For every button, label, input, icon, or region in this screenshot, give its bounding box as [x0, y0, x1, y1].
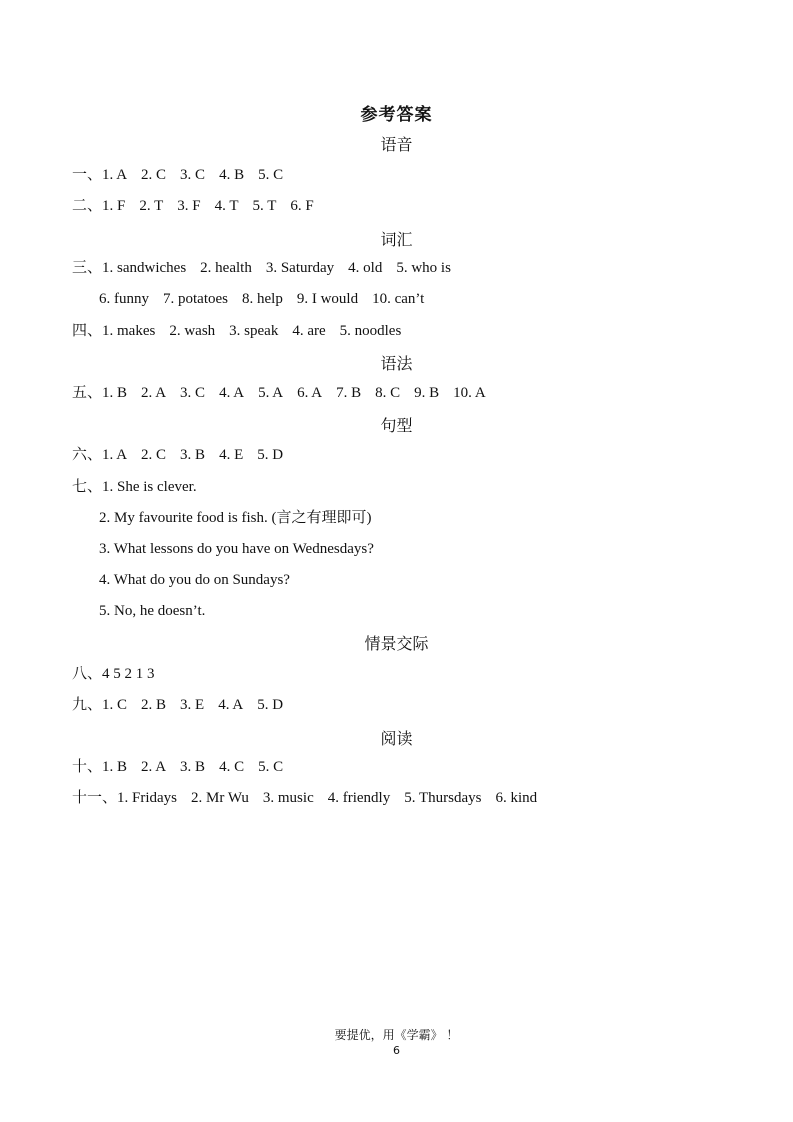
- answer-item: 9. B: [414, 385, 440, 401]
- answer-line-q3-cont: [99, 289, 438, 309]
- answer-line-q9: [72, 695, 297, 715]
- section-heading-phonics: 语音: [380, 137, 413, 154]
- answer-line-q5: [72, 383, 500, 403]
- answer-item: 1. A: [102, 167, 128, 183]
- answer-item: 2. T: [139, 198, 164, 214]
- answer-line-q10: [72, 757, 297, 777]
- answer-item: 8. help: [242, 291, 283, 307]
- answer-item: 3. E: [180, 697, 205, 713]
- answer-line-q7-2: 2. My favourite food is fish. (言之有理即可): [99, 510, 372, 526]
- section-heading-sentence-patterns: 句型: [380, 418, 413, 435]
- answer-item: 4. E: [219, 447, 244, 463]
- answer-item: 3. C: [180, 385, 206, 401]
- answer-item: 2. health: [200, 260, 252, 276]
- answer-line-q1: [72, 165, 297, 185]
- answer-item: 4. C: [219, 759, 245, 775]
- answer-item: 5. C: [258, 759, 284, 775]
- answer-item: 6. A: [297, 385, 323, 401]
- answer-item: 2. Mr Wu: [191, 790, 249, 806]
- answer-item: 2. A: [141, 759, 167, 775]
- answer-item: 5. noodles: [339, 323, 402, 339]
- answer-item: 8. C: [375, 385, 401, 401]
- answer-item: 4 5 2 1 3: [102, 666, 155, 682]
- page-title: 参考答案: [360, 105, 433, 124]
- section-heading-communication: 情景交际: [364, 636, 429, 653]
- answer-item: 1. She is clever.: [102, 479, 197, 495]
- answer-item: 2. wash: [169, 323, 216, 339]
- answer-item: 3. B: [180, 759, 206, 775]
- answer-line-q7: [72, 477, 197, 497]
- section-heading-reading: 阅读: [380, 731, 413, 748]
- answer-item: 5. D: [257, 697, 284, 713]
- answer-item: 4. A: [218, 697, 244, 713]
- answer-item: 6. F: [290, 198, 314, 214]
- answer-line-q4: [72, 321, 415, 341]
- question-number: 十、: [72, 759, 103, 775]
- answer-item: 4. A: [219, 385, 245, 401]
- answer-item: 9. I would: [296, 291, 359, 307]
- answer-item: 4. old: [348, 260, 383, 276]
- question-number: 一、: [72, 167, 103, 183]
- answer-item: 1. B: [102, 385, 128, 401]
- answer-item: 3. speak: [229, 323, 279, 339]
- answer-line-q8: [72, 664, 155, 684]
- answer-line-q11: [72, 788, 551, 808]
- page-footer: 要提优，用《学霸》 ！: [334, 1028, 459, 1042]
- answer-item: 5. D: [257, 447, 284, 463]
- answer-item: 1. makes: [102, 323, 156, 339]
- question-number: 五、: [72, 385, 103, 401]
- answer-item: 1. Fridays: [117, 790, 178, 806]
- question-number: 六、: [72, 447, 103, 463]
- section-heading-grammar: 语法: [380, 356, 413, 373]
- answer-line-q7-5: 5. No, he doesn’t.: [99, 603, 206, 619]
- answer-item: 1. sandwiches: [102, 260, 187, 276]
- answer-line-q3: [72, 258, 465, 278]
- question-number: 四、: [72, 323, 103, 339]
- question-number: 三、: [72, 260, 103, 276]
- answer-item: 2. C: [141, 167, 167, 183]
- question-number: 十一、: [72, 790, 118, 806]
- answer-item: 3. F: [177, 198, 201, 214]
- answer-item: 5. who is: [396, 260, 451, 276]
- answer-item: 4. friendly: [327, 790, 391, 806]
- answer-item: 3. music: [262, 790, 314, 806]
- answer-item: 1. A: [102, 447, 128, 463]
- answer-item: 5. Thursdays: [404, 790, 482, 806]
- answer-item: 6. funny: [99, 291, 149, 307]
- answer-line-q7-4: 4. What do you do on Sundays?: [99, 572, 290, 588]
- answer-item: 2. B: [141, 697, 167, 713]
- answer-item: 3. C: [180, 167, 206, 183]
- answer-item: 3. Saturday: [265, 260, 335, 276]
- answer-item: 6. kind: [495, 790, 538, 806]
- answer-line-q7-3: 3. What lessons do you have on Wednesdays?: [99, 541, 374, 557]
- answer-line-q6: [72, 445, 297, 465]
- question-number: 七、: [72, 479, 103, 495]
- answer-item: 10. A: [453, 385, 486, 401]
- page-number: 6: [393, 1044, 400, 1057]
- answer-item: 1. F: [102, 198, 126, 214]
- section-heading-vocabulary: 词汇: [380, 232, 413, 249]
- answer-item: 10. can’t: [372, 291, 425, 307]
- question-number: 九、: [72, 697, 103, 713]
- answer-item: 3. B: [180, 447, 206, 463]
- answer-item: 7. potatoes: [163, 291, 228, 307]
- answer-item: 2. A: [141, 385, 167, 401]
- answer-item: 1. C: [102, 697, 128, 713]
- question-number: 八、: [72, 666, 103, 682]
- answer-item: 7. B: [336, 385, 362, 401]
- answer-item: 5. T: [252, 198, 277, 214]
- answer-line-q2: [72, 196, 328, 216]
- answer-item: 2. C: [141, 447, 167, 463]
- answer-item: 4. B: [219, 167, 245, 183]
- answer-item: 4. are: [292, 323, 326, 339]
- answer-item: 4. T: [214, 198, 239, 214]
- answer-item: 5. A: [258, 385, 284, 401]
- question-number: 二、: [72, 198, 103, 214]
- answer-item: 1. B: [102, 759, 128, 775]
- answer-item: 5. C: [258, 167, 284, 183]
